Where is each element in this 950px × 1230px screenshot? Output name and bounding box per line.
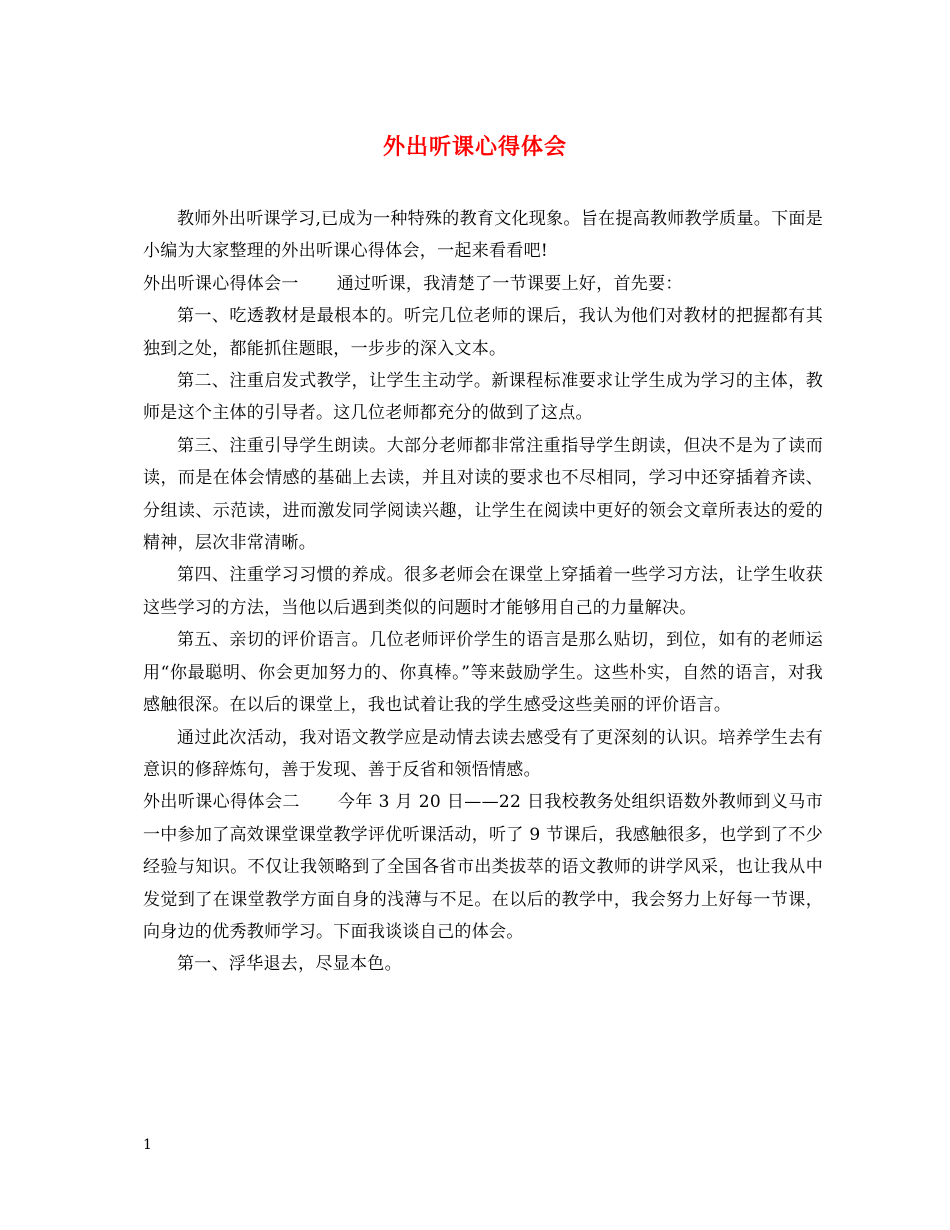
section-1-paragraph: 通过此次活动，我对语文教学应是动情去读去感受有了更深刻的认识。培养学生去有意识的修辞炼句，善于发现、善于反省和领悟情感。 <box>143 727 823 780</box>
section-2-heading: 外出听课心得体会二 <box>143 792 300 813</box>
document-body <box>143 203 823 981</box>
section-1-heading: 外出听课心得体会一 <box>143 273 299 294</box>
section-2-lead-text: 今年 3 月 20 日——22 日我校教务处组织语数外教师到义马市一中参加了高效课堂课堂教学评优听课活动，听了 9 节课后，我感触很多，也学到了不少经验与知识。不仅让我领略到了全国各省市出类拔萃的语文教师的讲学风采，也让我从中发觉到了在课堂教学方面自身的浅薄与不足。在以后的教学中，我会努力上好每一节课，向身边的优秀教师学习。下面我谈谈自己的体会。 <box>143 792 824 942</box>
page-number: 1 <box>143 1137 152 1153</box>
section-1-paragraph: 第四、注重学习习惯的养成。很多老师会在课堂上穿插着一些学习方法，让学生收获这些学习的方法，当他以后遇到类似的问题时才能够用自己的力量解决。 <box>143 565 823 618</box>
intro-paragraph: 教师外出听课学习,已成为一种特殊的教育文化现象。旨在提高教师教学质量。下面是小编为大家整理的外出听课心得体会，一起来看看吧! <box>143 209 823 262</box>
section-1-lead <box>143 268 823 300</box>
section-1-lead-text: 通过听课，我清楚了一节课要上好，首先要： <box>336 273 683 294</box>
section-1-paragraph: 第一、吃透教材是最根本的。听完几位老师的课后，我认为他们对教材的把握都有其独到之处，都能抓住题眼，一步步的深入文本。 <box>143 306 823 359</box>
section-1-paragraph: 第二、注重启发式教学，让学生主动学。新课程标准要求让学生成为学习的主体，教师是这个主体的引导者。这几位老师都充分的做到了这点。 <box>143 371 823 424</box>
section-1-paragraph: 第五、亲切的评价语言。几位老师评价学生的语言是那么贴切，到位，如有的老师运用“你最聪明、你会更加努力的、你真棒。”等来鼓励学生。这些朴实，自然的语言，对我感触很深。在以后的课堂上，我也试着让我的学生感受这些美丽的评价语言。 <box>143 630 823 716</box>
section-2-paragraph: 第一、浮华退去，尽显本色。 <box>177 954 402 975</box>
section-1-paragraph: 第三、注重引导学生朗读。大部分老师都非常注重指导学生朗读，但决不是为了读而读，而是在体会情感的基础上去读，并且对读的要求也不尽相同，学习中还穿插着齐读、分组读、示范读，进而激发同学阅读兴趣，让学生在阅读中更好的领会文章所表达的爱的精神，层次非常清晰。 <box>143 435 823 554</box>
section-2-lead <box>143 786 823 948</box>
document-title: 外出听课心得体会 <box>382 134 567 160</box>
